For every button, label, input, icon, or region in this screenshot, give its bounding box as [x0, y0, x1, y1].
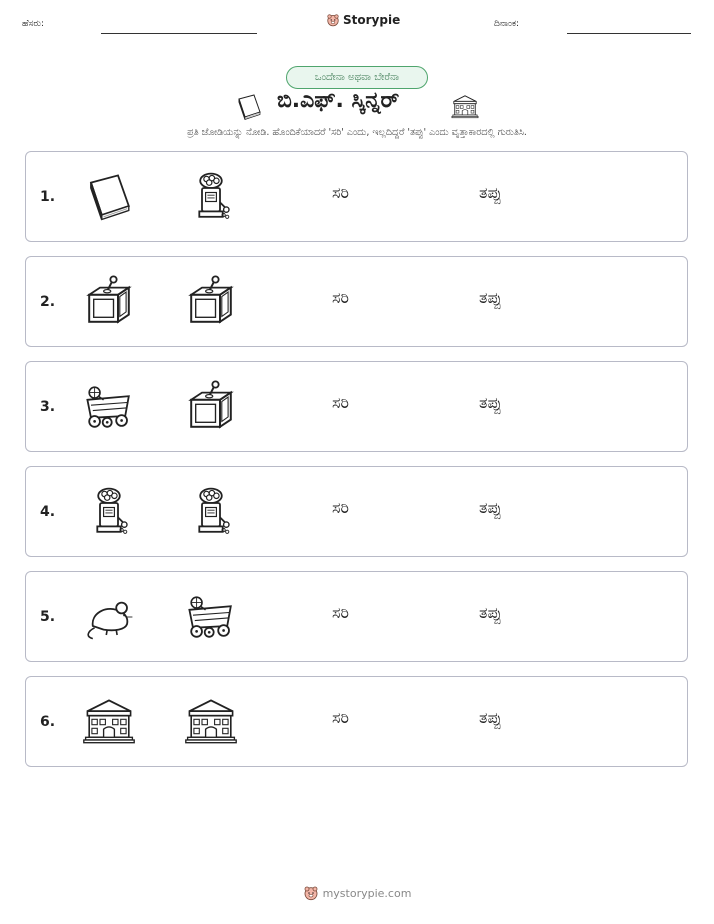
gumball-machine-icon — [184, 485, 238, 539]
option-same[interactable]: ಸರಿ — [332, 603, 349, 622]
option-same[interactable]: ಸರಿ — [332, 288, 349, 307]
option-different[interactable]: ತಪ್ಪು — [479, 183, 502, 202]
footer-url[interactable]: mystorypie.com — [322, 886, 412, 900]
page-title: ಬಿ.ಎಫ್. ಸ್ಕಿನ್ನರ್ — [277, 88, 400, 113]
mouse-icon — [82, 590, 136, 644]
name-field-line[interactable] — [101, 33, 257, 34]
question-row — [25, 151, 688, 242]
option-different[interactable]: ತಪ್ಪು — [479, 393, 502, 412]
instructions-text: ಪ್ರತಿ ಜೋಡಿಯನ್ನು ನೋಡಿ. ಹೊಂದಿಕೆಯಾದರೆ 'ಸರಿ' ಎಂದು, ಇಲ್ಲದಿದ್ದರೆ 'ತಪ್ಪು' ಎಂದು ವೃತ್ತಾಕಾರದಲ್ಲಿ ಗುರುತಿಸಿ. — [187, 127, 527, 138]
brand-name: Storypie — [343, 13, 401, 27]
option-same[interactable]: ಸರಿ — [332, 708, 349, 727]
option-different[interactable]: ತಪ್ಪು — [479, 498, 502, 517]
question-number: 3. — [40, 399, 56, 415]
question-number: 4. — [40, 504, 56, 520]
question-row — [25, 676, 688, 767]
worksheet-type-badge: ಒಂದೇನಾ ಅಥವಾ ಬೇರೆನಾ — [286, 66, 428, 89]
question-number: 1. — [40, 189, 56, 205]
skinner-box-icon — [184, 275, 238, 329]
gumball-machine-icon — [82, 485, 136, 539]
storypie-mascot-icon — [303, 885, 319, 901]
date-label: ದಿನಾಂಕ: — [494, 19, 520, 29]
question-number: 6. — [40, 714, 56, 730]
question-row — [25, 571, 688, 662]
question-number: 2. — [40, 294, 56, 310]
option-different[interactable]: ತಪ್ಪು — [479, 288, 502, 307]
wagon-icon — [82, 380, 136, 434]
title-row — [0, 88, 714, 124]
question-row — [25, 361, 688, 452]
footer — [0, 885, 714, 901]
storypie-mascot-icon — [326, 13, 340, 27]
option-same[interactable]: ಸರಿ — [332, 183, 349, 202]
book-icon — [82, 170, 136, 224]
name-label: ಹೆಸರು: — [22, 19, 45, 29]
option-different[interactable]: ತಪ್ಪು — [479, 603, 502, 622]
option-different[interactable]: ತಪ್ಪು — [479, 708, 502, 727]
worksheet-header — [0, 0, 714, 46]
option-same[interactable]: ಸರಿ — [332, 498, 349, 517]
question-number: 5. — [40, 609, 56, 625]
question-row — [25, 256, 688, 347]
skinner-box-icon — [82, 275, 136, 329]
gumball-machine-icon — [184, 170, 238, 224]
building-icon — [451, 93, 479, 121]
question-row — [25, 466, 688, 557]
wagon-icon — [184, 590, 238, 644]
date-field-line[interactable] — [567, 33, 691, 34]
storypie-logo — [326, 13, 400, 27]
building-icon — [184, 695, 238, 749]
skinner-box-icon — [184, 380, 238, 434]
building-icon — [82, 695, 136, 749]
option-same[interactable]: ಸರಿ — [332, 393, 349, 412]
